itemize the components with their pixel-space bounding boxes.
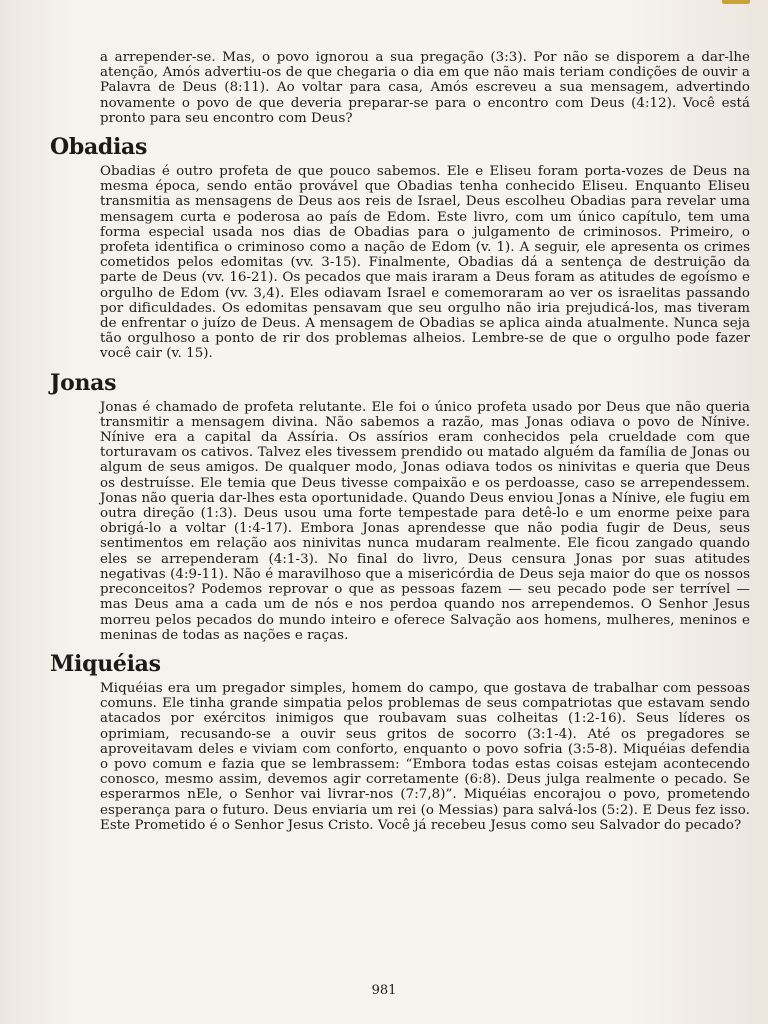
section-heading: Miquéias	[50, 650, 161, 677]
section-obadias	[50, 134, 750, 362]
section-heading: Obadias	[50, 134, 148, 161]
section-paragraph: Jonas é chamado de profeta relutante. Ele foi o único profeta usado por Deus que não queria transmitir a mensagem divina. Não sabemos a razão, mas Jonas odiava o povo de Nínive. Nínive era a capital da Assíria. Os assírios eram conhecidos pela crueldade com que torturavam os cativos. Talvez eles tivessem prendido ou matado alguém da família de Jonas ou algum de seus amigos. De qualquer modo, Jonas odiava todos os ninivitas e queria que Deus os destruísse. Ele temia que Deus tivesse compaixão e os perdoasse, caso se arrependessem. Jonas não queria dar-lhes esta oportunidade. Quando Deus enviou Jonas a Nínive, ele fugiu em outra direção (1:3). Deus usou uma forte tempestade para detê-lo e um enorme peixe para obrigá-lo a voltar (1:4-17). Embora Jonas aprendesse que não podia fugir de Deus, seus sentimentos em relação aos ninivitas nunca mudaram realmente. Ele ficou zangado quando eles se arrependeram (4:1-3). No final do livro, Deus censura Jonas por suas atitudes negativas (4:9-11). Não é maravilhoso que a misericórdia de Deus seja maior do que os nossos preconceitos? Podemos reprovar o que as pessoas fazem — seu pecado pode ser terrível — mas Deus ama a cada um de nós e nos perdoa quando nos arrependemos. O Senhor Jesus morreu pelos pecados do mundo inteiro e oferece Salvação aos homens, mulheres, meninos e meninas de todas as nações e raças.	[100, 399, 750, 643]
page-content	[50, 50, 750, 833]
intro-paragraph: a arrepender-se. Mas, o povo ignorou a sua pregação (3:3). Por não se disporem a dar-lhe atenção, Amós advertiu-os de que chegaria o dia em que não mais teriam condições de ouvir a Palavra de Deus (8:11). Ao voltar para casa, Amós escreveu a sua mensagem, advertindo novamente o povo de que deveria preparar-se para o encontro com Deus (4:12). Você está pronto para seu encontro com Deus?	[100, 50, 750, 126]
page-number: 981	[371, 983, 397, 998]
corner-tab-mark	[722, 0, 750, 4]
section-heading: Jonas	[50, 369, 117, 396]
section-jonas	[50, 370, 750, 643]
section-miqueias	[50, 651, 750, 833]
section-paragraph: Obadias é outro profeta de que pouco sabemos. Ele e Eliseu foram porta-vozes de Deus na mesma época, sendo então provável que Obadias tenha conhecido Eliseu. Enquanto Eliseu transmitia as mensagens de Deus aos reis de Israel, Deus escolheu Obadias para revelar uma mensagem curta e poderosa ao país de Edom. Este livro, com um único capítulo, tem uma forma especial usada nos dias de Obadias para o julgamento de criminosos. Primeiro, o profeta identifica o criminoso como a nação de Edom (v. 1). A seguir, ele apresenta os crimes cometidos pelos edomitas (vv. 3-15). Finalmente, Obadias dá a sentença de destruição da parte de Deus (vv. 16-21). Os pecados que mais iraram a Deus foram as atitudes de egoísmo e orgulho de Edom (vv. 3,4). Eles odiavam Israel e comemoraram ao ver os israelitas passando por dificuldades. Os edomitas pensavam que seu orgulho não iria prejudicá-los, mas tiveram de enfrentar o juízo de Deus. A mensagem de Obadias se aplica ainda atualmente. Nunca seja tão orgulhoso a ponto de rir dos problemas alheios. Lembre-se de que o orgulho pode fazer você cair (v. 15).	[100, 164, 750, 362]
section-paragraph: Miquéias era um pregador simples, homem do campo, que gostava de trabalhar com pessoas comuns. Ele tinha grande simpatia pelos problemas de seus compatriotas que estavam sendo atacados por exércitos inimigos que roubavam suas colheitas (1:2-16). Seus líderes os oprimiam, recusando-se a ouvir seus gritos de socorro (3:1-4). Até os pregadores se aproveitavam deles e viviam com conforto, enquanto o povo sofria (3:5-8). Miquéias defendia o povo comum e fazia que se lembrassem: “Embora todas estas coisas estejam acontecendo conosco, mesmo assim, devemos agir corretamente (6:8). Deus julga realmente o pecado. Se esperarmos nEle, o Senhor vai livrar-nos (7:7,8)”. Miquéias encorajou o povo, prometendo esperança para o futuro. Deus enviaria um rei (o Messias) para salvá-los (5:2). E Deus fez isso. Este Prometido é o Senhor Jesus Cristo. Você já recebeu Jesus como seu Salvador do pecado?	[100, 680, 750, 833]
